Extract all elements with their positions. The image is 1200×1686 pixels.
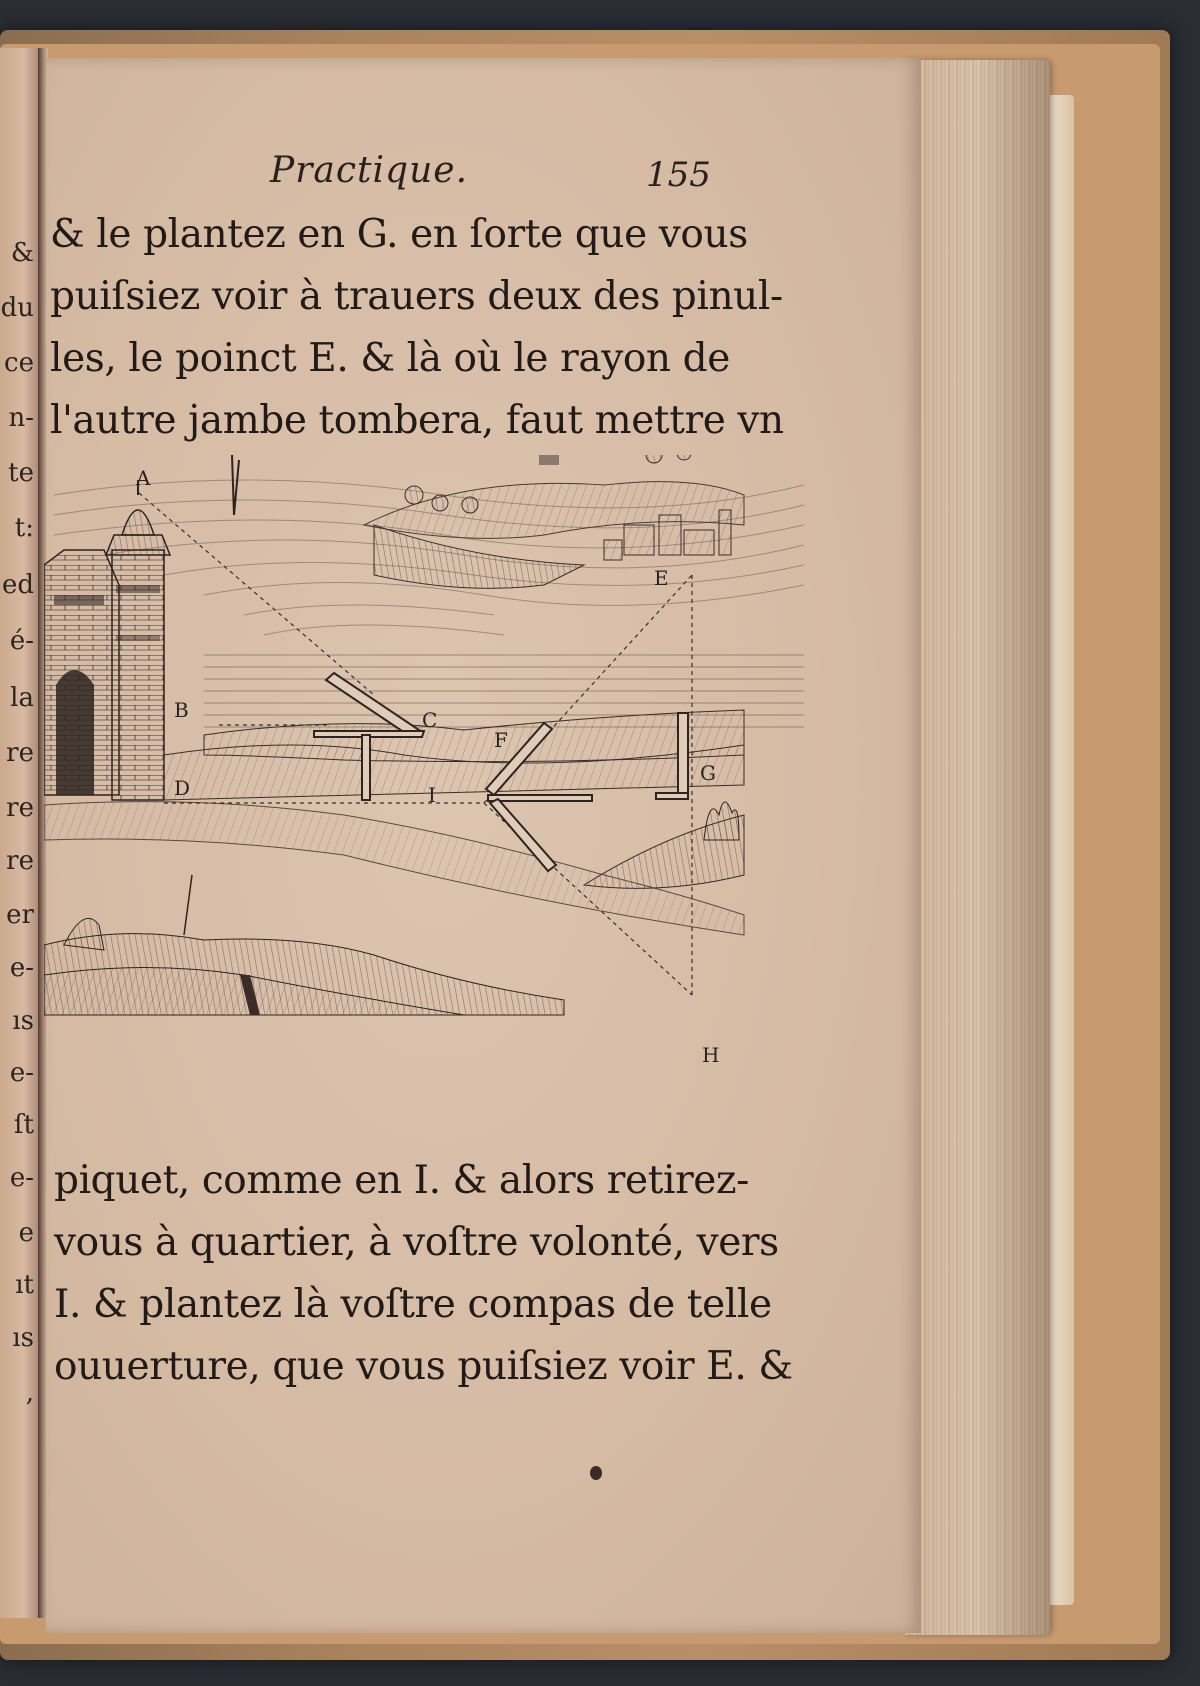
left-page-fragment: ıs [12,1006,34,1036]
text-line: piquet, comme en I. & alors retirez- [54,1158,749,1203]
label-B: B [174,698,189,722]
text-block-top [50,204,784,452]
left-page-fragment: re [6,738,34,768]
engraving-illustration [44,455,804,1095]
label-D: D [174,776,191,800]
text-line: les, le poinct E. & là où le rayon de [50,336,730,381]
label-C: C [422,708,438,732]
label-E: E [654,566,669,590]
text-line: l'autre jambe tombera, faut mettre vn [50,398,784,443]
left-page-fragment: e [18,1218,34,1248]
left-page-fragment: te [8,458,34,488]
left-page-fragment: ed [1,570,34,600]
left-page-fragment: , [25,1378,34,1408]
left-page-fragment: ıt [15,1270,34,1300]
left-page-fragment: e- [9,1058,34,1088]
text-line: ouuerture, que vous puiſsiez voir E. & [54,1344,793,1389]
fore-edge [905,60,1050,1635]
left-page-fragment: é- [9,626,34,656]
left-page-fragment: e- [9,953,34,983]
left-page-fragment: & [10,238,34,268]
page-number: 155 [646,155,711,195]
left-page-fragment: e- [9,1163,34,1193]
left-page-fragment: n- [8,403,34,433]
text-line: vous à quartier, à voſtre volonté, vers [54,1220,779,1265]
distant-landscape [364,455,744,588]
left-page-fragment: re [6,793,34,823]
left-page-fragment: la [10,683,34,713]
text-line: puiſsiez voir à trauers deux des pinul- [50,274,783,319]
label-I: I [428,783,436,807]
label-G: G [700,761,716,785]
label-H: H [702,1043,720,1067]
left-page-fragment: ıs [12,1323,34,1353]
left-page-fragment: ce [4,348,34,378]
left-page-fragment: ſt [13,1110,34,1140]
left-page-fragment: er [6,900,34,930]
running-header: Practique. [270,150,469,191]
text-line: & le plantez en G. en ſorte que vous [50,212,748,257]
left-page-fragment: t: [14,513,34,543]
left-page-fragment: du [0,293,34,323]
left-page-edge [0,48,42,1618]
page-block-edge [1050,95,1074,1605]
label-F: F [494,728,508,752]
label-A: A [136,466,151,490]
left-page-fragment: re [6,846,34,876]
compass-sky [232,455,239,515]
ink-spot [590,1466,602,1480]
text-block-bottom [54,1150,793,1398]
text-line: I. & plantez là voſtre compas de telle [54,1282,772,1327]
